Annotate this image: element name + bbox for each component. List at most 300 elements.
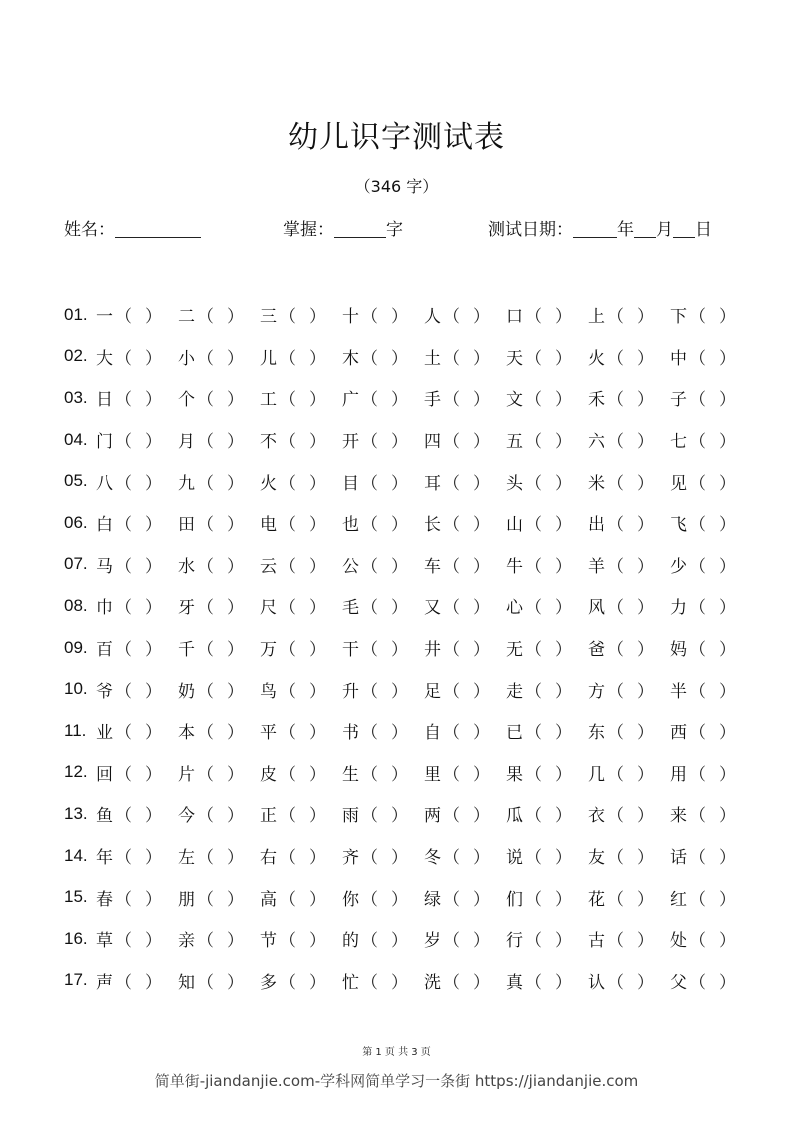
char-cell [260, 552, 342, 577]
char-cell [506, 552, 588, 577]
char-cell [588, 469, 670, 494]
answer-paren-close: ） [719, 723, 736, 744]
character: 岁 [424, 931, 441, 952]
row-number: 05. [64, 471, 88, 491]
character: 牙 [178, 598, 195, 619]
answer-paren-open: （ [361, 598, 378, 619]
character: 禾 [588, 390, 605, 411]
char-cell [506, 801, 588, 826]
char-cell [670, 926, 752, 951]
char-cell [424, 593, 506, 618]
answer-paren-close: ） [309, 515, 326, 536]
answer-paren-open: （ [361, 931, 378, 952]
row-number: 12. [64, 762, 88, 782]
answer-paren-open: （ [607, 390, 624, 411]
answer-paren-close: ） [719, 556, 736, 577]
char-cell [96, 427, 178, 452]
char-cell [342, 885, 424, 910]
table-row [64, 960, 754, 1002]
month-label: 月 [656, 220, 673, 240]
character: 二 [178, 307, 195, 328]
char-cell [178, 968, 260, 993]
row-number: 15. [64, 887, 88, 907]
answer-paren-open: （ [197, 848, 214, 869]
answer-paren-close: ） [145, 598, 162, 619]
character: 下 [670, 307, 687, 328]
character: 门 [96, 432, 113, 453]
char-cell [96, 843, 178, 868]
char-cell [670, 469, 752, 494]
character-table [64, 294, 754, 1001]
answer-paren-open: （ [279, 473, 296, 494]
answer-paren-close: ） [309, 598, 326, 619]
answer-paren-close: ） [145, 848, 162, 869]
answer-paren-open: （ [525, 764, 542, 785]
char-cell [178, 718, 260, 743]
char-cell [670, 344, 752, 369]
answer-paren-close: ） [719, 806, 736, 827]
answer-paren-close: ） [473, 515, 490, 536]
answer-paren-close: ） [391, 390, 408, 411]
char-cell [260, 469, 342, 494]
answer-paren-open: （ [689, 931, 706, 952]
answer-paren-open: （ [525, 723, 542, 744]
row-number: 07. [64, 554, 88, 574]
day-blank[interactable] [673, 219, 695, 238]
answer-paren-close: ） [391, 348, 408, 369]
char-cell [342, 344, 424, 369]
answer-paren-close: ） [637, 348, 654, 369]
char-cell [506, 843, 588, 868]
answer-paren-close: ） [473, 723, 490, 744]
character: 八 [96, 473, 113, 494]
answer-paren-open: （ [607, 848, 624, 869]
answer-paren-open: （ [197, 515, 214, 536]
answer-paren-close: ） [473, 806, 490, 827]
answer-paren-close: ） [391, 972, 408, 993]
character: 心 [506, 598, 523, 619]
answer-paren-close: ） [145, 348, 162, 369]
char-cell [178, 885, 260, 910]
answer-paren-close: ） [637, 889, 654, 910]
answer-paren-close: ） [309, 723, 326, 744]
answer-paren-close: ） [719, 307, 736, 328]
answer-paren-open: （ [689, 473, 706, 494]
answer-paren-open: （ [525, 931, 542, 952]
char-cell [260, 968, 342, 993]
answer-paren-open: （ [361, 972, 378, 993]
character: 文 [506, 390, 523, 411]
character: 两 [424, 806, 441, 827]
character: 万 [260, 640, 277, 661]
character: 七 [670, 432, 687, 453]
answer-paren-open: （ [443, 764, 460, 785]
answer-paren-close: ） [555, 972, 572, 993]
answer-paren-close: ） [391, 806, 408, 827]
character: 手 [424, 390, 441, 411]
answer-paren-open: （ [115, 598, 132, 619]
answer-paren-open: （ [443, 390, 460, 411]
answer-paren-close: ） [473, 764, 490, 785]
answer-paren-close: ） [719, 348, 736, 369]
answer-paren-open: （ [197, 889, 214, 910]
char-cell [670, 427, 752, 452]
answer-paren-close: ） [227, 723, 244, 744]
character: 忙 [342, 972, 359, 993]
table-row [64, 627, 754, 669]
answer-paren-close: ） [309, 556, 326, 577]
answer-paren-open: （ [115, 473, 132, 494]
answer-paren-open: （ [525, 432, 542, 453]
answer-paren-close: ） [145, 473, 162, 494]
character: 红 [670, 889, 687, 910]
answer-paren-open: （ [115, 972, 132, 993]
answer-paren-open: （ [443, 848, 460, 869]
character: 风 [588, 598, 605, 619]
row-number: 08. [64, 595, 88, 615]
character: 日 [96, 390, 113, 411]
answer-paren-open: （ [607, 764, 624, 785]
answer-paren-close: ） [391, 307, 408, 328]
row-number: 13. [64, 803, 88, 823]
answer-paren-close: ） [637, 681, 654, 702]
row-number: 09. [64, 637, 88, 657]
char-cell [506, 344, 588, 369]
character: 右 [260, 848, 277, 869]
character: 工 [260, 390, 277, 411]
answer-paren-open: （ [197, 806, 214, 827]
answer-paren-close: ） [391, 764, 408, 785]
char-cell [670, 552, 752, 577]
character: 尺 [260, 598, 277, 619]
char-cell [506, 635, 588, 660]
char-cell [342, 926, 424, 951]
char-cell [96, 885, 178, 910]
answer-paren-close: ） [309, 806, 326, 827]
answer-paren-open: （ [279, 681, 296, 702]
char-cell [670, 801, 752, 826]
answer-paren-close: ） [391, 848, 408, 869]
answer-paren-close: ） [555, 390, 572, 411]
answer-paren-close: ） [227, 806, 244, 827]
answer-paren-close: ） [309, 473, 326, 494]
table-row [64, 668, 754, 710]
answer-paren-open: （ [689, 640, 706, 661]
char-cell [588, 552, 670, 577]
answer-paren-open: （ [443, 640, 460, 661]
answer-paren-open: （ [443, 598, 460, 619]
answer-paren-open: （ [607, 348, 624, 369]
table-row [64, 752, 754, 794]
page-title: 幼儿识字测试表 [288, 120, 505, 155]
answer-paren-close: ） [473, 972, 490, 993]
char-cell [96, 593, 178, 618]
char-cell [96, 968, 178, 993]
answer-paren-close: ） [719, 515, 736, 536]
answer-paren-open: （ [443, 556, 460, 577]
char-cell [424, 302, 506, 327]
char-cell [178, 677, 260, 702]
answer-paren-open: （ [443, 681, 460, 702]
char-cell [424, 760, 506, 785]
char-cell [342, 843, 424, 868]
answer-paren-close: ） [391, 681, 408, 702]
row-number: 11. [64, 720, 87, 740]
char-cell [260, 801, 342, 826]
char-cell [96, 385, 178, 410]
character: 声 [96, 972, 113, 993]
answer-paren-close: ） [309, 764, 326, 785]
mastery-unit: 字 [386, 220, 403, 240]
answer-paren-open: （ [607, 515, 624, 536]
character: 耳 [424, 473, 441, 494]
character: 爷 [96, 681, 113, 702]
answer-paren-close: ） [555, 806, 572, 827]
char-cell [260, 385, 342, 410]
character: 西 [670, 723, 687, 744]
answer-paren-close: ） [473, 556, 490, 577]
answer-paren-close: ） [391, 598, 408, 619]
character: 个 [178, 390, 195, 411]
answer-paren-close: ） [391, 931, 408, 952]
character: 火 [588, 348, 605, 369]
char-cell [260, 635, 342, 660]
name-blank[interactable] [115, 219, 201, 238]
answer-paren-open: （ [197, 432, 214, 453]
answer-paren-close: ） [719, 889, 736, 910]
character: 认 [588, 972, 605, 993]
answer-paren-open: （ [115, 348, 132, 369]
char-cell [670, 885, 752, 910]
char-cell [260, 760, 342, 785]
char-cell [506, 718, 588, 743]
row-number: 10. [64, 679, 88, 699]
character: 来 [670, 806, 687, 827]
answer-paren-close: ） [391, 515, 408, 536]
answer-paren-open: （ [279, 515, 296, 536]
answer-paren-close: ） [227, 764, 244, 785]
character: 土 [424, 348, 441, 369]
character: 绿 [424, 889, 441, 910]
char-count: （346 字） [354, 177, 439, 196]
answer-paren-close: ） [227, 848, 244, 869]
answer-paren-open: （ [115, 390, 132, 411]
answer-paren-open: （ [525, 515, 542, 536]
character: 开 [342, 432, 359, 453]
character: 用 [670, 764, 687, 785]
char-cell [670, 302, 752, 327]
char-cell [96, 469, 178, 494]
char-cell [342, 801, 424, 826]
char-cell [588, 510, 670, 535]
char-cell [342, 302, 424, 327]
char-cell [178, 843, 260, 868]
answer-paren-close: ） [719, 931, 736, 952]
table-row [64, 460, 754, 502]
character: 无 [506, 640, 523, 661]
answer-paren-open: （ [279, 556, 296, 577]
answer-paren-close: ） [227, 307, 244, 328]
answer-paren-open: （ [279, 764, 296, 785]
answer-paren-open: （ [115, 764, 132, 785]
character: 见 [670, 473, 687, 494]
char-cell [588, 718, 670, 743]
name-field [64, 215, 201, 240]
char-cell [670, 385, 752, 410]
character: 车 [424, 556, 441, 577]
char-cell [588, 760, 670, 785]
answer-paren-open: （ [607, 598, 624, 619]
answer-paren-open: （ [525, 390, 542, 411]
answer-paren-close: ） [473, 390, 490, 411]
character: 生 [342, 764, 359, 785]
answer-paren-close: ） [555, 848, 572, 869]
answer-paren-close: ） [309, 640, 326, 661]
character: 自 [424, 723, 441, 744]
answer-paren-close: ） [227, 515, 244, 536]
row-number: 03. [64, 387, 88, 407]
answer-paren-open: （ [279, 307, 296, 328]
character: 上 [588, 307, 605, 328]
answer-paren-open: （ [115, 931, 132, 952]
character: 升 [342, 681, 359, 702]
answer-paren-open: （ [607, 806, 624, 827]
answer-paren-open: （ [525, 556, 542, 577]
character: 走 [506, 681, 523, 702]
answer-paren-open: （ [443, 473, 460, 494]
answer-paren-open: （ [443, 931, 460, 952]
year-blank[interactable] [573, 219, 617, 238]
character: 羊 [588, 556, 605, 577]
char-cell [260, 677, 342, 702]
answer-paren-open: （ [197, 972, 214, 993]
char-cell [424, 885, 506, 910]
char-cell [424, 843, 506, 868]
answer-paren-close: ） [555, 640, 572, 661]
answer-paren-close: ） [391, 473, 408, 494]
answer-paren-open: （ [115, 681, 132, 702]
answer-paren-open: （ [525, 889, 542, 910]
char-cell [342, 635, 424, 660]
month-blank[interactable] [634, 219, 656, 238]
answer-paren-close: ） [637, 764, 654, 785]
answer-paren-open: （ [361, 390, 378, 411]
answer-paren-close: ） [145, 681, 162, 702]
answer-paren-open: （ [607, 640, 624, 661]
character: 四 [424, 432, 441, 453]
character: 人 [424, 307, 441, 328]
answer-paren-open: （ [525, 307, 542, 328]
character: 几 [588, 764, 605, 785]
answer-paren-open: （ [361, 806, 378, 827]
answer-paren-close: ） [309, 889, 326, 910]
mastery-blank[interactable] [334, 219, 386, 238]
row-number: 04. [64, 429, 88, 449]
answer-paren-open: （ [607, 307, 624, 328]
answer-paren-close: ） [309, 972, 326, 993]
char-cell [96, 760, 178, 785]
character: 天 [506, 348, 523, 369]
character: 们 [506, 889, 523, 910]
character: 亲 [178, 931, 195, 952]
character: 水 [178, 556, 195, 577]
char-cell [342, 760, 424, 785]
answer-paren-open: （ [361, 515, 378, 536]
answer-paren-open: （ [115, 640, 132, 661]
character: 年 [96, 848, 113, 869]
answer-paren-open: （ [279, 723, 296, 744]
answer-paren-open: （ [689, 681, 706, 702]
answer-paren-close: ） [227, 931, 244, 952]
character: 左 [178, 848, 195, 869]
answer-paren-open: （ [197, 681, 214, 702]
answer-paren-open: （ [525, 848, 542, 869]
char-cell [670, 677, 752, 702]
answer-paren-close: ） [309, 848, 326, 869]
char-cell [588, 968, 670, 993]
answer-paren-close: ） [391, 432, 408, 453]
char-cell [588, 385, 670, 410]
answer-paren-open: （ [361, 432, 378, 453]
char-cell [506, 968, 588, 993]
char-cell [178, 635, 260, 660]
char-cell [178, 344, 260, 369]
answer-paren-close: ） [145, 390, 162, 411]
answer-paren-open: （ [361, 473, 378, 494]
answer-paren-close: ） [637, 806, 654, 827]
answer-paren-open: （ [689, 806, 706, 827]
character: 牛 [506, 556, 523, 577]
char-cell [260, 843, 342, 868]
answer-paren-close: ） [637, 473, 654, 494]
character: 片 [178, 764, 195, 785]
char-cell [424, 510, 506, 535]
character: 月 [178, 432, 195, 453]
answer-paren-open: （ [525, 473, 542, 494]
answer-paren-close: ） [227, 556, 244, 577]
answer-paren-open: （ [443, 515, 460, 536]
character: 目 [342, 473, 359, 494]
answer-paren-close: ） [473, 348, 490, 369]
char-cell [424, 801, 506, 826]
mastery-field [283, 215, 403, 240]
answer-paren-close: ） [309, 348, 326, 369]
char-cell [424, 427, 506, 452]
answer-paren-close: ） [145, 723, 162, 744]
answer-paren-close: ） [555, 307, 572, 328]
answer-paren-close: ） [391, 889, 408, 910]
char-cell [342, 968, 424, 993]
character: 井 [424, 640, 441, 661]
char-cell [96, 344, 178, 369]
answer-paren-open: （ [443, 723, 460, 744]
character: 冬 [424, 848, 441, 869]
table-row [64, 793, 754, 835]
char-cell [178, 801, 260, 826]
character: 书 [342, 723, 359, 744]
answer-paren-close: ） [637, 931, 654, 952]
mastery-label: 掌握： [283, 220, 334, 240]
row-number: 02. [64, 346, 88, 366]
character: 洗 [424, 972, 441, 993]
char-cell [588, 801, 670, 826]
answer-paren-open: （ [607, 681, 624, 702]
answer-paren-close: ） [145, 806, 162, 827]
table-row [64, 419, 754, 461]
char-cell [96, 552, 178, 577]
character: 飞 [670, 515, 687, 536]
char-cell [588, 635, 670, 660]
